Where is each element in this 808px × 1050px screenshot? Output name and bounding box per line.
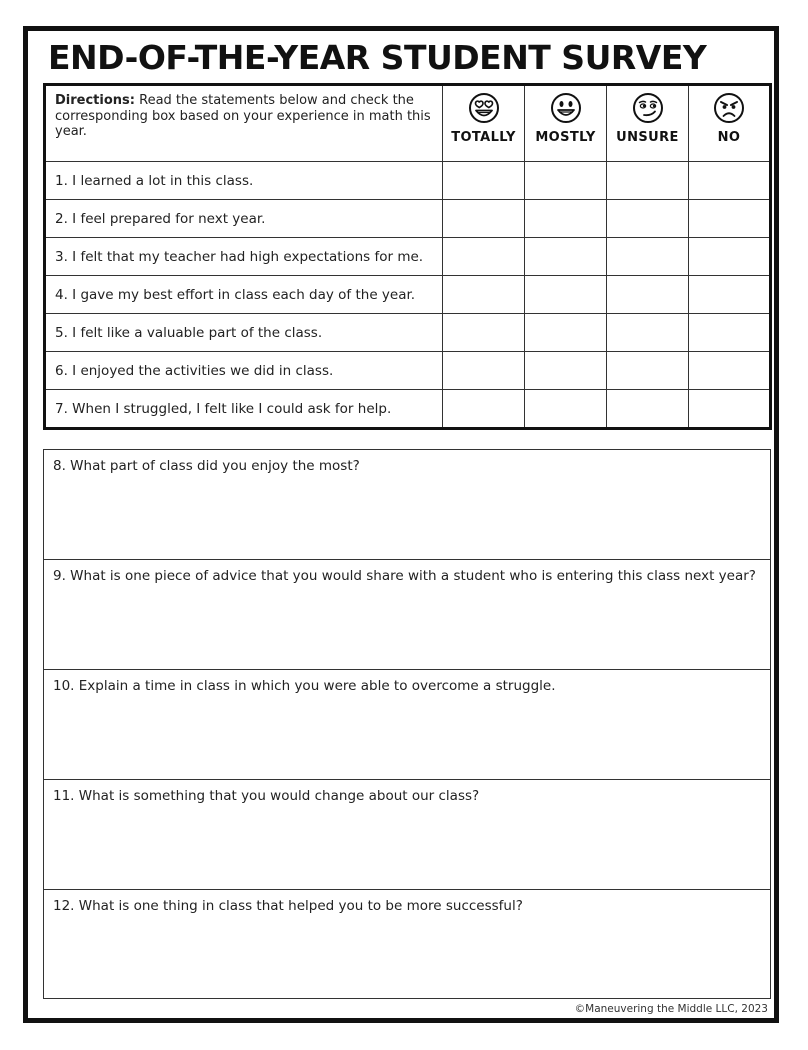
statement-text: 1. I learned a lot in this class. — [45, 162, 443, 200]
statement-row — [45, 352, 771, 390]
rating-label-unsure: UNSURE — [616, 130, 679, 145]
rating-header-totally — [443, 85, 525, 162]
statement-text: 5. I felt like a valuable part of the class. — [45, 314, 443, 352]
statement-row — [45, 238, 771, 276]
question-text: 8. What part of class did you enjoy the most? — [53, 458, 360, 474]
checkbox-no[interactable] — [689, 238, 771, 276]
checkbox-unsure[interactable] — [607, 238, 689, 276]
statement-text: 3. I felt that my teacher had high expectations for me. — [45, 238, 443, 276]
checkbox-no[interactable] — [689, 276, 771, 314]
question-text: 10. Explain a time in class in which you were able to overcome a struggle. — [53, 678, 556, 694]
statement-row — [45, 390, 771, 429]
checkbox-totally[interactable] — [443, 200, 525, 238]
copyright-notice: ©Maneuvering the Middle LLC, 2023 — [574, 1003, 768, 1015]
question-text: 12. What is one thing in class that helped you to be more successful? — [53, 898, 523, 914]
directions — [45, 85, 443, 162]
statement-row — [45, 162, 771, 200]
checkbox-totally[interactable] — [443, 162, 525, 200]
checkbox-unsure[interactable] — [607, 352, 689, 390]
checkbox-unsure[interactable] — [607, 314, 689, 352]
checkbox-totally[interactable] — [443, 390, 525, 429]
checkbox-no[interactable] — [689, 162, 771, 200]
question-text: 9. What is one piece of advice that you would share with a student who is entering this class next year? — [53, 568, 756, 584]
question-text: 11. What is something that you would change about our class? — [53, 788, 480, 804]
checkbox-unsure[interactable] — [607, 390, 689, 429]
open-question-9[interactable] — [44, 560, 770, 670]
open-response-section — [43, 449, 771, 999]
checkbox-unsure[interactable] — [607, 200, 689, 238]
checkbox-totally[interactable] — [443, 276, 525, 314]
heart-eyes-face-icon — [468, 92, 500, 124]
directions-label: Directions: — [55, 93, 135, 108]
open-question-10[interactable] — [44, 670, 770, 780]
page-title: END-OF-THE-YEAR STUDENT SURVEY — [48, 38, 707, 77]
rating-header-row — [45, 85, 771, 162]
statement-row — [45, 314, 771, 352]
checkbox-mostly[interactable] — [525, 352, 607, 390]
checkbox-mostly[interactable] — [525, 162, 607, 200]
statement-row — [45, 200, 771, 238]
rating-table — [43, 83, 772, 430]
checkbox-mostly[interactable] — [525, 238, 607, 276]
grinning-face-icon — [550, 92, 582, 124]
checkbox-mostly[interactable] — [525, 276, 607, 314]
angry-face-icon — [713, 92, 745, 124]
statement-text: 4. I gave my best effort in class each day of the year. — [45, 276, 443, 314]
rating-header-unsure — [607, 85, 689, 162]
checkbox-unsure[interactable] — [607, 276, 689, 314]
checkbox-mostly[interactable] — [525, 200, 607, 238]
checkbox-unsure[interactable] — [607, 162, 689, 200]
checkbox-mostly[interactable] — [525, 314, 607, 352]
checkbox-no[interactable] — [689, 390, 771, 429]
rating-header-no — [689, 85, 771, 162]
statement-text: 6. I enjoyed the activities we did in class. — [45, 352, 443, 390]
open-question-12[interactable] — [44, 890, 770, 998]
statement-text: 7. When I struggled, I felt like I could ask for help. — [45, 390, 443, 429]
rating-label-mostly: MOSTLY — [535, 130, 596, 145]
checkbox-no[interactable] — [689, 352, 771, 390]
statement-row — [45, 276, 771, 314]
directions-text: Read the statements below and check the corresponding box based on your experience in math this year. — [55, 93, 431, 139]
checkbox-totally[interactable] — [443, 238, 525, 276]
open-question-8[interactable] — [44, 450, 770, 560]
smirking-face-icon — [632, 92, 664, 124]
checkbox-totally[interactable] — [443, 314, 525, 352]
checkbox-mostly[interactable] — [525, 390, 607, 429]
statement-text: 2. I feel prepared for next year. — [45, 200, 443, 238]
rating-header-mostly — [525, 85, 607, 162]
rating-label-no: NO — [717, 130, 741, 145]
checkbox-no[interactable] — [689, 200, 771, 238]
checkbox-totally[interactable] — [443, 352, 525, 390]
rating-label-totally: TOTALLY — [451, 130, 516, 145]
checkbox-no[interactable] — [689, 314, 771, 352]
open-question-11[interactable] — [44, 780, 770, 890]
